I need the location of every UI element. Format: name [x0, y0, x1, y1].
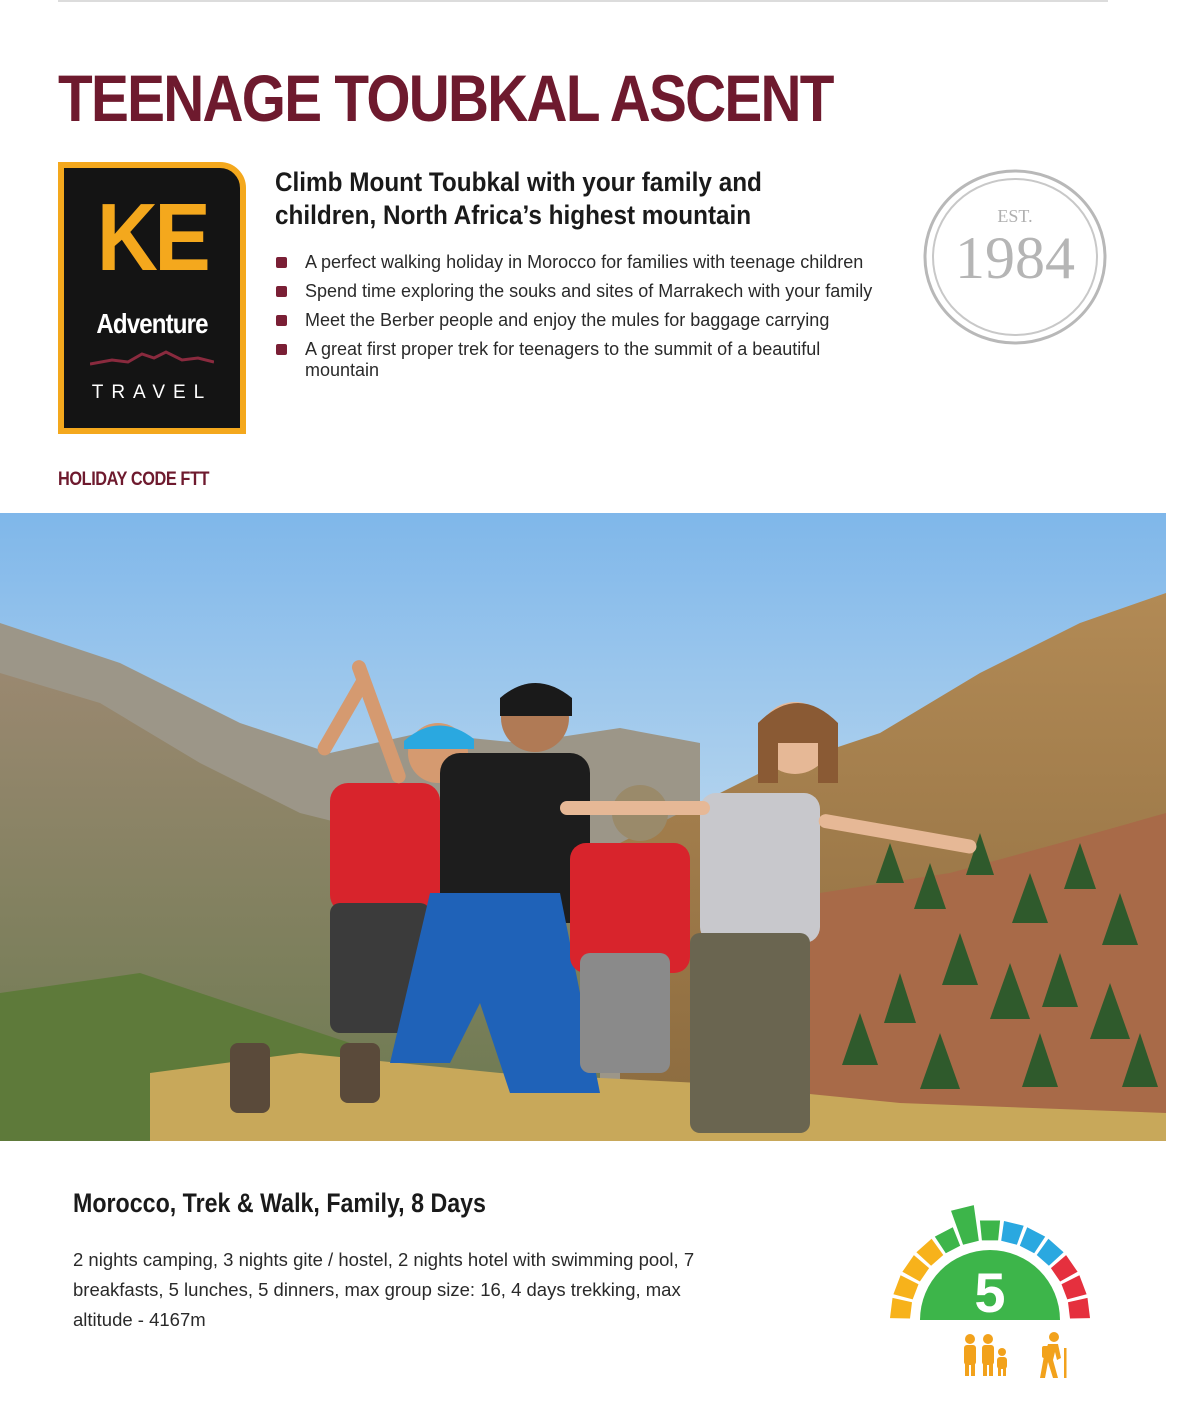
grade-value: 5	[974, 1261, 1006, 1324]
bullet-icon	[276, 344, 287, 355]
highlight-item: A great first proper trek for teenagers to the summit of a beautiful mountain	[275, 339, 895, 381]
trip-details: 2 nights camping, 3 nights gite / hostel, 2 nights hotel with swimming pool, 7 breakfasts, 5 lunches, 5 dinners, max group size: 16, 4 days trekking, max altitude - 4167m	[73, 1249, 695, 1330]
holiday-code: HOLIDAY CODE FTT	[58, 469, 210, 490]
highlight-item: Spend time exploring the souks and sites of Marrakech with your family	[275, 281, 895, 302]
highlights-list	[275, 252, 895, 389]
ke-adventure-logo	[58, 162, 246, 434]
bullet-icon	[276, 257, 287, 268]
mountain-line-icon	[90, 348, 214, 368]
bullet-icon	[276, 315, 287, 326]
subtitle: Climb Mount Toubkal with your family and children, North Africa’s highest mountain	[275, 167, 762, 230]
hero-photo	[0, 513, 1166, 1141]
stamp-year: 1984	[955, 225, 1075, 291]
highlight-item: A perfect walking holiday in Morocco for families with teenage children	[275, 252, 895, 273]
top-rule	[58, 0, 1108, 2]
logo-adventure: Adventure	[96, 308, 208, 339]
hiker-icon	[1040, 1332, 1067, 1378]
logo-ke: KE	[96, 184, 208, 291]
grade-segment	[1001, 1221, 1024, 1245]
page-title: TEENAGE TOUBKAL ASCENT	[58, 61, 833, 135]
highlight-item: Meet the Berber people and enjoy the mules for baggage carrying	[275, 310, 895, 331]
family-icon	[964, 1334, 1007, 1376]
stamp-est: EST.	[997, 206, 1033, 226]
trip-summary: Morocco, Trek & Walk, Family, 8 Days	[73, 1188, 486, 1218]
bullet-icon	[276, 286, 287, 297]
grade-segment	[1062, 1275, 1087, 1299]
grade-segment	[890, 1298, 912, 1319]
grade-segment	[1068, 1298, 1090, 1319]
est-1984-stamp	[922, 168, 1108, 346]
grade-segment	[893, 1275, 918, 1299]
grade-gauge	[880, 1200, 1100, 1380]
logo-travel: TRAVEL	[91, 382, 213, 403]
grade-segment	[980, 1221, 1000, 1241]
